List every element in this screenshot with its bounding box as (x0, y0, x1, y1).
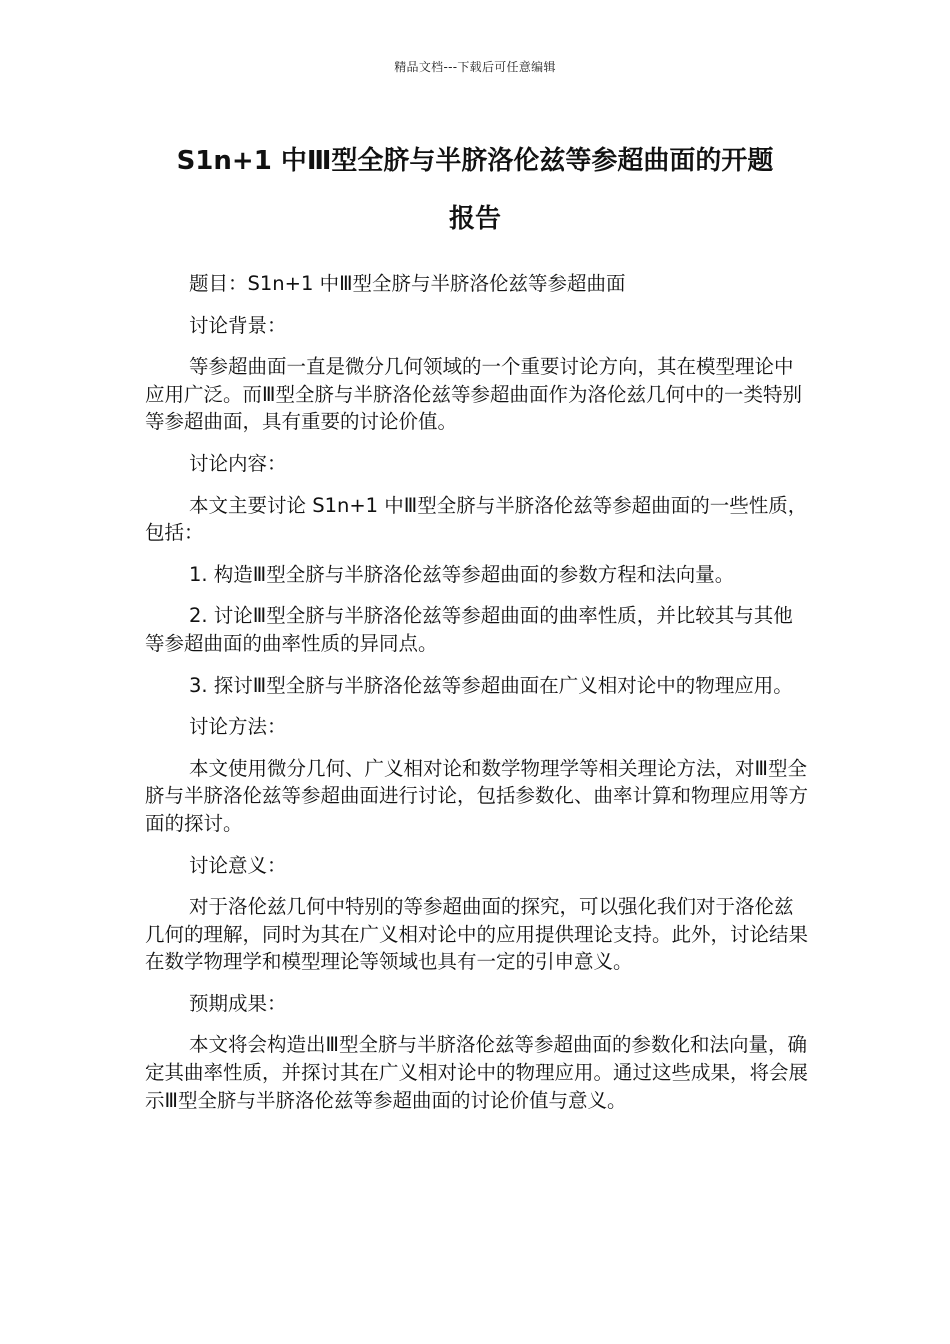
background-paragraph: 等参超曲面一直是微分几何领域的一个重要讨论方向，其在模型理论中应用广泛。而Ⅲ型全脐与半脐洛伦兹等参超曲面作为洛伦兹几何中的一类特别等参超曲面，具有重要的讨论价值。 (145, 355, 802, 434)
expected-results-paragraph: 本文将会构造出Ⅲ型全脐与半脐洛伦兹等参超曲面的参数化和法向量，确定其曲率性质，并探讨其在广义相对论中的物理应用。通过这些成果，将会展示Ⅲ型全脐与半脐洛伦兹等参超曲面的讨论价值与意义。 (145, 1033, 809, 1112)
document-body (145, 270, 809, 1128)
page-header: 精品文档---下载后可任意编辑 (394, 60, 556, 74)
section-heading-method: 讨论方法： (189, 715, 287, 739)
significance-paragraph: 对于洛伦兹几何中特别的等参超曲面的探究，可以强化我们对于洛伦兹几何的理解，同时为其在广义相对论中的应用提供理论支持。此外，讨论结果在数学物理学和模型理论等领域也具有一定的引申意义。 (145, 895, 809, 974)
topic-line: 题目：S1n+1 中Ⅲ型全脐与半脐洛伦兹等参超曲面 (189, 272, 626, 295)
section-heading-significance: 讨论意义： (189, 853, 287, 877)
content-item-1: 1. 构造Ⅲ型全脐与半脐洛伦兹等参超曲面的参数方程和法向量。 (189, 562, 735, 586)
title-line-1: S1n+1 中Ⅲ型全脐与半脐洛伦兹等参超曲面的开题 (176, 146, 774, 176)
content-paragraph: 本文主要讨论 S1n+1 中Ⅲ型全脐与半脐洛伦兹等参超曲面的一些性质，包括： (145, 493, 808, 545)
method-paragraph: 本文使用微分几何、广义相对论和数学物理学等相关理论方法，对Ⅲ型全脐与半脐洛伦兹等参超曲面进行讨论，包括参数化、曲率计算和物理应用等方面的探讨。 (145, 756, 809, 835)
title-line-2: 报告 (448, 204, 501, 234)
section-heading-background: 讨论背景： (189, 313, 287, 337)
content-item-3: 3. 探讨Ⅲ型全脐与半脐洛伦兹等参超曲面在广义相对论中的物理应用。 (189, 673, 793, 697)
document-title (145, 132, 805, 248)
content-item-2: 2. 讨论Ⅲ型全脐与半脐洛伦兹等参超曲面的曲率性质，并比较其与其他等参超曲面的曲率性质的异同点。 (145, 604, 793, 655)
section-heading-content: 讨论内容： (189, 451, 287, 475)
section-heading-expected-results: 预期成果： (189, 991, 287, 1015)
